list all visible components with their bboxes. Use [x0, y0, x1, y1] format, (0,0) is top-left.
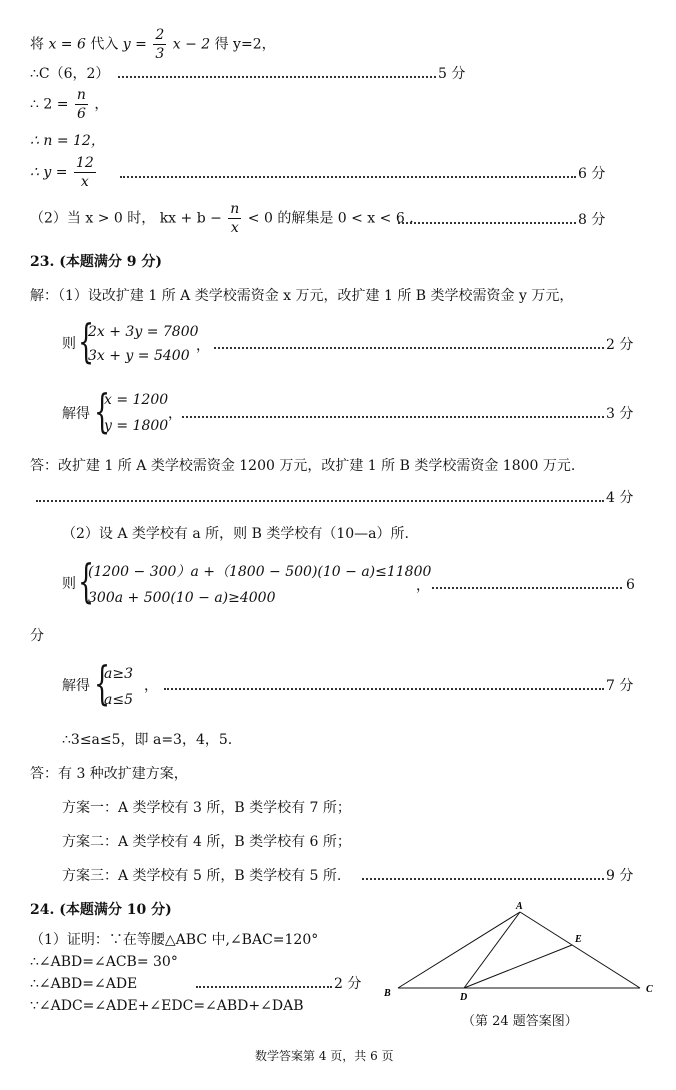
question-24-title: 24. (本题满分 10 分)	[30, 902, 172, 918]
numerator: 2	[155, 27, 165, 43]
label-b: B	[384, 988, 391, 999]
math: x = 6	[48, 36, 86, 53]
q23-answer-2: 答：有 3 种改扩建方案，	[30, 766, 188, 782]
fraction	[75, 86, 88, 123]
q23-solution-x: x = 1200	[104, 392, 169, 408]
q24-line-1: （1）证明：∵在等腰△ABC 中,∠BAC=120°	[30, 932, 319, 948]
denominator: 6	[76, 106, 86, 122]
q24-line-2: ∴∠ABD=∠ACB= 30°	[30, 954, 178, 970]
q23-solve-label: 解得	[62, 406, 90, 422]
q23-part1-setup: 解：（1）设改扩建 1 所 A 类学校需资金 x 万元，改扩建 1 所 B 类学校需资金 y 万元，	[30, 288, 574, 304]
score-leader	[120, 176, 576, 178]
score-leader	[196, 986, 332, 988]
page-footer: 数学答案第 4 页，共 6 页	[255, 1049, 394, 1063]
denominator: x	[230, 220, 239, 236]
math: y =	[122, 36, 147, 53]
line-2-eq-n6	[30, 86, 108, 123]
score: 5 分	[438, 66, 466, 82]
segment-ac	[520, 912, 640, 988]
q23-inequality-1: (1200 − 300）a +（1800 − 500)(10 − a)≤11800	[88, 564, 432, 580]
text: ，	[94, 96, 109, 113]
q23-answer-1: 答：改扩建 1 所 A 类学校需资金 1200 万元，改扩建 1 所 B 类学校需资金 1800 万元.	[30, 458, 576, 474]
geometry-figure	[378, 900, 668, 1010]
math: ∴ y =	[30, 164, 68, 181]
q23-then-label: 则	[62, 336, 76, 352]
comma: ，	[196, 338, 210, 354]
brace-icon: {	[94, 384, 111, 438]
math: （2）当 x > 0 时， kx + b −	[30, 210, 222, 227]
label-d: D	[460, 992, 468, 1003]
math: ∴ 2 =	[30, 96, 69, 113]
q23-then-label-2: 则	[62, 576, 76, 592]
q23-equation-2: 3x + y = 5400	[88, 348, 190, 364]
score-leader	[362, 878, 604, 880]
numerator: n	[230, 201, 240, 217]
q23-plan-2: 方案二：A 类学校有 4 所，B 类学校有 6 所；	[62, 834, 351, 850]
q23-range-upper: a≤5	[104, 692, 133, 708]
q23-inequality-2: 300a + 500(10 − a)≥4000	[88, 590, 276, 606]
numerator: 12	[75, 155, 94, 171]
label-e: E	[575, 934, 582, 945]
score-leader	[36, 500, 604, 502]
score-leader	[118, 76, 436, 78]
score-leader	[164, 688, 604, 690]
q23-equation-1: 2x + 3y = 7800	[88, 324, 199, 340]
score-leader	[398, 222, 576, 224]
label-a: A	[516, 901, 523, 912]
q24-line-3: ∴∠ABD=∠ADE	[30, 976, 138, 992]
q23-solution-y: y = 1800	[104, 418, 169, 434]
score: 7 分	[606, 678, 634, 694]
denominator: 3	[155, 46, 165, 62]
score: 3 分	[606, 406, 634, 422]
label-c: C	[646, 984, 653, 995]
score: 4 分	[606, 490, 634, 506]
score: 6	[626, 577, 635, 593]
q23-plan-3: 方案三：A 类学校有 5 所，B 类学校有 5 所.	[62, 868, 342, 884]
q23-plan-1: 方案一：A 类学校有 3 所，B 类学校有 7 所；	[62, 800, 351, 816]
line-n-12: ∴ n = 12，	[30, 133, 105, 149]
line-part2-inequality	[30, 200, 414, 237]
text: 将	[30, 36, 44, 53]
score: 2 分	[606, 337, 634, 353]
score-leader	[182, 416, 604, 418]
brace-icon: {	[78, 314, 95, 368]
text: 代入	[90, 36, 119, 53]
score: 2 分	[334, 976, 362, 992]
score-unit: 分	[30, 628, 44, 644]
comma: ，	[416, 578, 430, 594]
q24-line-4: ∵∠ADC=∠ADE+∠EDC=∠ABD+∠DAB	[30, 998, 304, 1014]
segment-ba	[398, 912, 520, 988]
score: 8 分	[578, 212, 606, 228]
score-leader	[214, 347, 604, 349]
score: 6 分	[578, 166, 606, 182]
denominator: x	[80, 174, 89, 190]
numerator: n	[76, 87, 86, 103]
brace-icon: {	[78, 554, 95, 608]
q23-range-lower: a≥3	[104, 666, 133, 682]
comma: ，	[144, 678, 158, 694]
brace-icon: {	[94, 656, 111, 710]
q23-part2-setup: （2）设 A 类学校有 a 所，则 B 类学校有（10—a）所.	[62, 526, 409, 542]
score-leader	[432, 587, 622, 589]
math: x − 2	[172, 36, 211, 53]
line-substitute	[30, 26, 276, 63]
question-23-title: 23. (本题满分 9 分)	[30, 254, 162, 270]
fraction	[153, 26, 166, 63]
line-y-12x	[30, 154, 98, 191]
q23-solve-label-2: 解得	[62, 678, 90, 694]
comma: ，	[168, 406, 182, 422]
math: < 0 的解集是 0 < x < 6 .	[247, 210, 414, 227]
figure-caption: （第 24 题答案图）	[462, 1014, 578, 1029]
text: 得 y=2，	[214, 36, 276, 53]
q23-therefore-range: ∴3≤a≤5，即 a=3，4，5.	[62, 732, 233, 748]
fraction	[74, 154, 96, 191]
score: 9 分	[606, 868, 634, 884]
line-point-c: ∴C（6，2）	[30, 66, 110, 82]
fraction	[228, 200, 241, 237]
